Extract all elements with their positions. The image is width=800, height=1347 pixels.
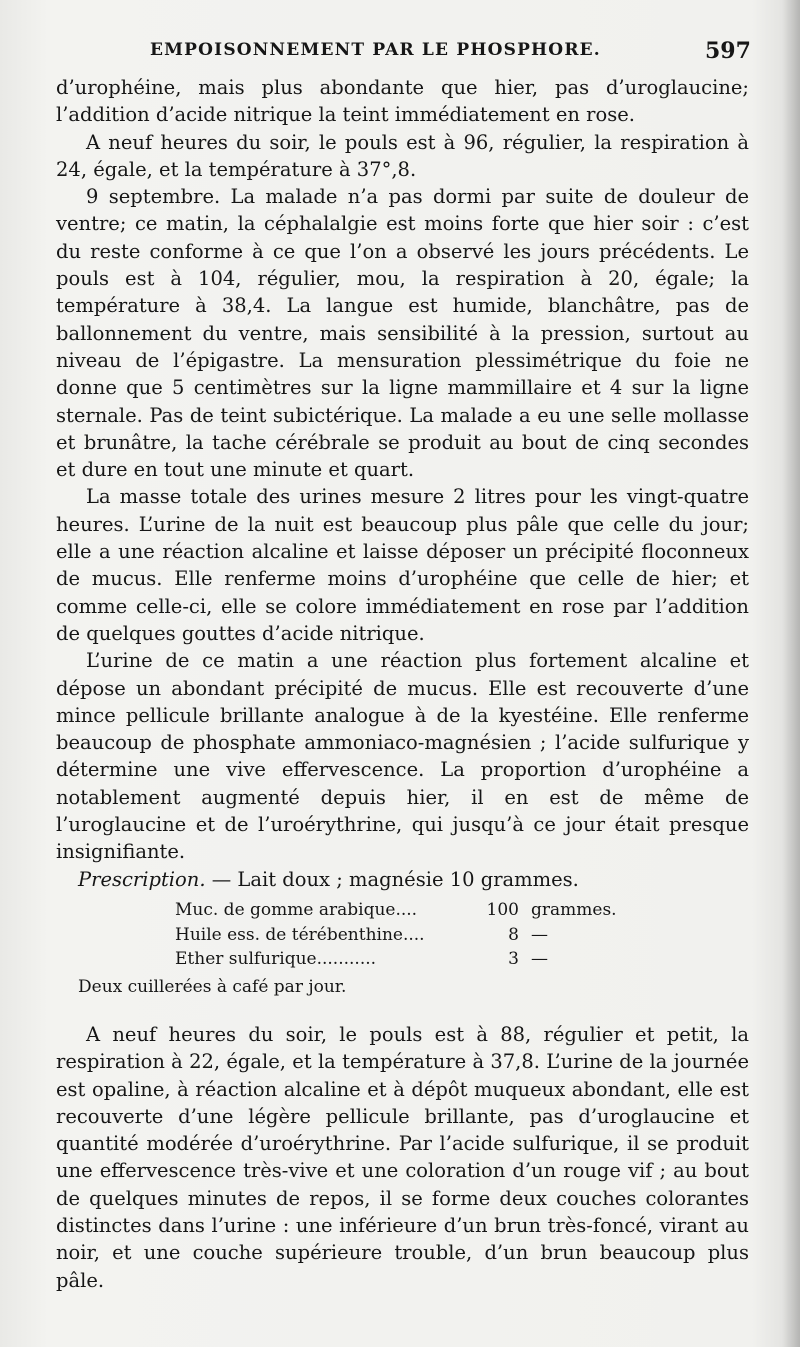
ingredient-qty: 3 [508,949,519,969]
page-edge-shadow [782,0,800,1347]
page-header [0,38,800,78]
formula-row [175,923,675,948]
running-title: EMPOISONNEMENT PAR LE PHOSPHORE. [150,40,601,60]
prescription-text: — Lait doux ; magnésie 10 grammes. [205,867,579,891]
paragraph: A neuf heures du soir, le pouls est à 88, régulier et petit, la respiration à 22, égale, et la température à 37,8. L’urine de la journée est opaline, à réaction alcaline et à dépôt muqueux abondant, elle est recouverte d’une légère pellicule brillante, pas d’uroglaucine et quantité modérée d’uroérythrine. Par l’acide sulfurique, il se produit une effervescence très-vive et une coloration d’un rouge vif ; au bout de quelques minutes de repos, il se forme deux couches colorantes distinctes dans l’urine : une inférieure d’un brun très-foncé, virant au noir, et une couche supérieure trouble, d’un brun beaucoup plus pâle. [56,1023,749,1292]
formula-table [175,898,675,972]
ingredient-unit: — [531,949,548,969]
ingredient-qty: 8 [508,924,519,945]
main-text [56,74,749,893]
formula-row [175,947,675,972]
dosage-line: Deux cuillerées à café par jour. [78,977,347,997]
ingredient-qty: 100 [486,900,519,920]
paragraph: L’urine de ce matin a une réaction plus fortement alcaline et dépose un abondant précipité de mucus. Elle est recouverte d’une mince pellicule brillante analogue à de la kyestéine. Elle renferme beaucoup de phosphate ammoniaco-magnésien ; l’acide sulfurique y détermine une vive effervescence. La proportion d’urophéine a notablement augmenté depuis hier, il en est de même de l’uroglaucine et de l’uroérythrine, qui jusqu’à ce jour était presque insignifiante. [56,649,749,864]
paragraph: 9 septembre. La malade n’a pas dormi par suite de douleur de ventre; ce matin, la céphalalgie est moins forte que hier soir : c’est du reste conforme à ce que l’on a observé les jours précédents. Le pouls est à 104, régulier, mou, la respiration à 20, égale; la température à 38,4. La langue est humide, blanchâtre, pas de ballonnement du ventre, mais sensibilité à la pression, surtout au niveau de l’épigastre. La mensuration plessimétrique du foie ne donne que 5 centimètres sur la ligne mammillaire et 4 sur la ligne sternale. Pas de teint subictérique. La malade a eu une selle mollasse et brunâtre, la tache cérébrale se produit au bout de cinq secondes et dure en tout une minute et quart. [56,185,749,482]
prescription-line [56,866,749,893]
closing-text [56,1021,749,1294]
ingredient-name: Muc. de gomme arabique.... [175,900,418,920]
formula-row [175,898,675,923]
page-number: 597 [705,38,751,64]
ingredient-unit: — [531,924,548,945]
paragraph: La masse totale des urines mesure 2 litres pour les vingt-quatre heures. L’urine de la nuit est beaucoup plus pâle que celle du jour; elle a une réaction alcaline et laisse déposer un précipité floconneux de mucus. Elle renferme moins d’urophéine que celle de hier; et comme celle-ci, elle se colore immédiatement en rose par l’addition de quelques gouttes d’acide nitrique. [56,485,749,645]
ingredient-name: Ether sulfurique........... [175,949,377,969]
paragraph: d’urophéine, mais plus abondante que hier, pas d’uroglaucine; l’addition d’acide nitrique la teint immédiatement en rose. [56,76,749,127]
ingredient-unit: grammes. [531,900,617,920]
ingredient-name: Huile ess. de térébenthine.... [175,924,425,945]
prescription-label: Prescription. [78,867,206,891]
paragraph: A neuf heures du soir, le pouls est à 96, régulier, la respiration à 24, égale, et la température à 37°,8. [56,130,749,181]
